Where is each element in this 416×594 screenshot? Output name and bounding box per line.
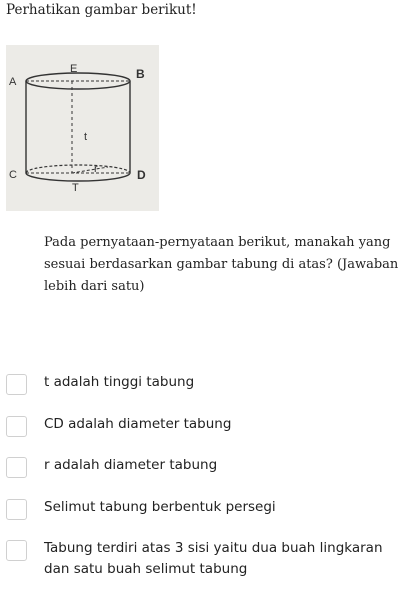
checkbox[interactable] <box>6 457 27 478</box>
label-t-bottom: T <box>72 182 79 194</box>
checkbox[interactable] <box>6 499 27 520</box>
option-3[interactable] <box>6 455 408 478</box>
label-e: E <box>70 63 78 75</box>
option-label: Tabung terdiri atas 3 sisi yaitu dua buah lingkaran dan satu buah selimut tabung <box>44 540 383 577</box>
label-d: D <box>137 168 146 182</box>
option-1[interactable] <box>6 372 408 395</box>
radius-line <box>72 167 108 173</box>
option-label: Selimut tabung berbentuk persegi <box>44 499 276 515</box>
option-5[interactable] <box>6 538 408 580</box>
option-2[interactable] <box>6 414 408 437</box>
label-b: B <box>136 67 145 81</box>
cylinder-figure <box>6 45 159 211</box>
label-t-height: t <box>84 131 88 143</box>
bottom-ellipse-front <box>26 173 130 181</box>
label-r: r <box>94 163 98 175</box>
option-label: t adalah tinggi tabung <box>44 374 195 390</box>
instruction-text: Perhatikan gambar berikut! <box>6 2 197 18</box>
label-c: C <box>9 169 17 181</box>
option-label: r adalah diameter tabung <box>44 457 218 473</box>
checkbox[interactable] <box>6 374 27 395</box>
option-label: CD adalah diameter tabung <box>44 416 232 432</box>
checkbox[interactable] <box>6 540 27 561</box>
question-text: Pada pernyataan-pernyataan berikut, manakah yang sesuai berdasarkan gambar tabung di atas? (Jawaban lebih dari satu) <box>44 235 399 294</box>
checkbox[interactable] <box>6 416 27 437</box>
label-a: A <box>9 76 17 88</box>
option-4[interactable] <box>6 497 408 520</box>
